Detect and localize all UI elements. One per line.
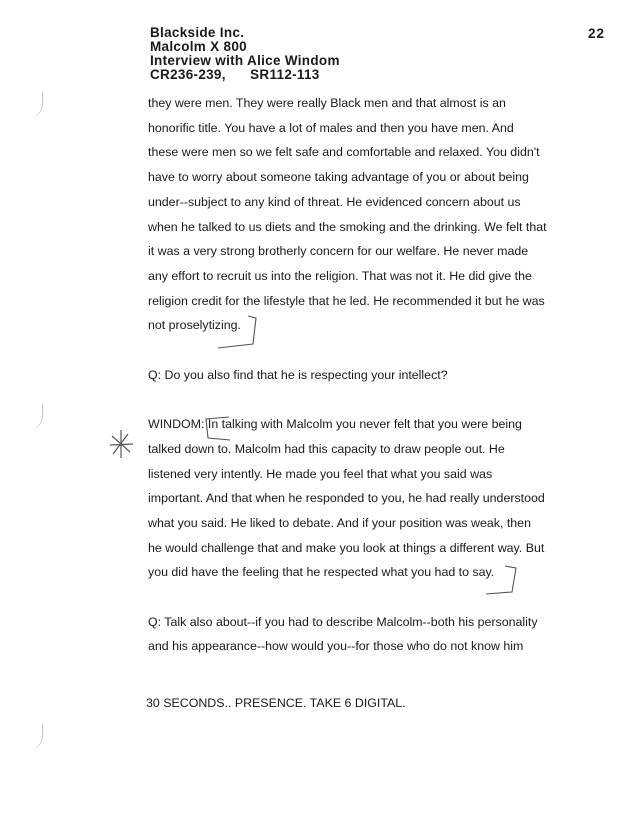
text-line: Q: Do you also find that he is respecting your intellect?	[148, 367, 448, 382]
text-line: what you said. He liked to debate. And if your position was weak, then	[148, 515, 531, 530]
asterisk-margin-mark	[110, 430, 133, 458]
edit-bracket-mark	[218, 316, 256, 348]
header-rolls: CR236-239, SR112-113	[150, 67, 320, 82]
text-line: listened very intently. He made you feel that what you said was	[148, 466, 493, 481]
text-line: religion credit for the lifestyle that he led. He recommended it but he was	[148, 293, 545, 308]
text-line: WINDOM: In talking with Malcolm you never felt that you were being	[148, 417, 522, 432]
text-line: any effort to recruit us into the religion. That was not it. He did give the	[148, 268, 532, 283]
text-line: and his appearance--how would you--for those who do not know him	[148, 639, 524, 654]
text-line: important. And that when he responded to you, he had really understood	[148, 491, 545, 506]
text-line: talked down to. Malcolm had this capacity to draw people out. He	[148, 441, 505, 456]
text-line: it was a very strong brotherly concern for our welfare. He never made	[148, 244, 529, 259]
header-project: Malcolm X 800	[150, 39, 247, 54]
text-line: not proselytizing.	[148, 318, 241, 333]
text-line: these were men so we felt safe and comfortable and relaxed. You didn't	[148, 145, 540, 160]
text-line: he would challenge that and make you look at things a different way. But	[148, 540, 545, 555]
page-number: 22	[588, 26, 606, 41]
text-line: they were men. They were really Black men and that almost is an	[148, 96, 506, 110]
edit-bracket-mark	[486, 566, 516, 594]
header-interview: Interview with Alice Windom	[150, 53, 340, 68]
text-line: have to worry about someone taking advantage of you or about being	[148, 170, 529, 185]
text-line: under--subject to any kind of threat. He evidenced concern about us	[148, 194, 521, 209]
text-line: you did have the feeling that he respected what you had to say.	[148, 565, 495, 580]
header-org: Blackside Inc.	[150, 25, 245, 40]
text-line: Q: Talk also about--if you had to describe Malcolm--both his personality	[148, 614, 538, 629]
edit-bracket-mark	[206, 417, 230, 440]
text-line: honorific title. You have a lot of males and then you have men. And	[148, 120, 514, 135]
text-line: when he talked to us diets and the smoking and the drinking. We felt that	[148, 219, 547, 234]
production-note: 30 SECONDS.. PRESENCE. TAKE 6 DIGITAL.	[146, 696, 406, 710]
